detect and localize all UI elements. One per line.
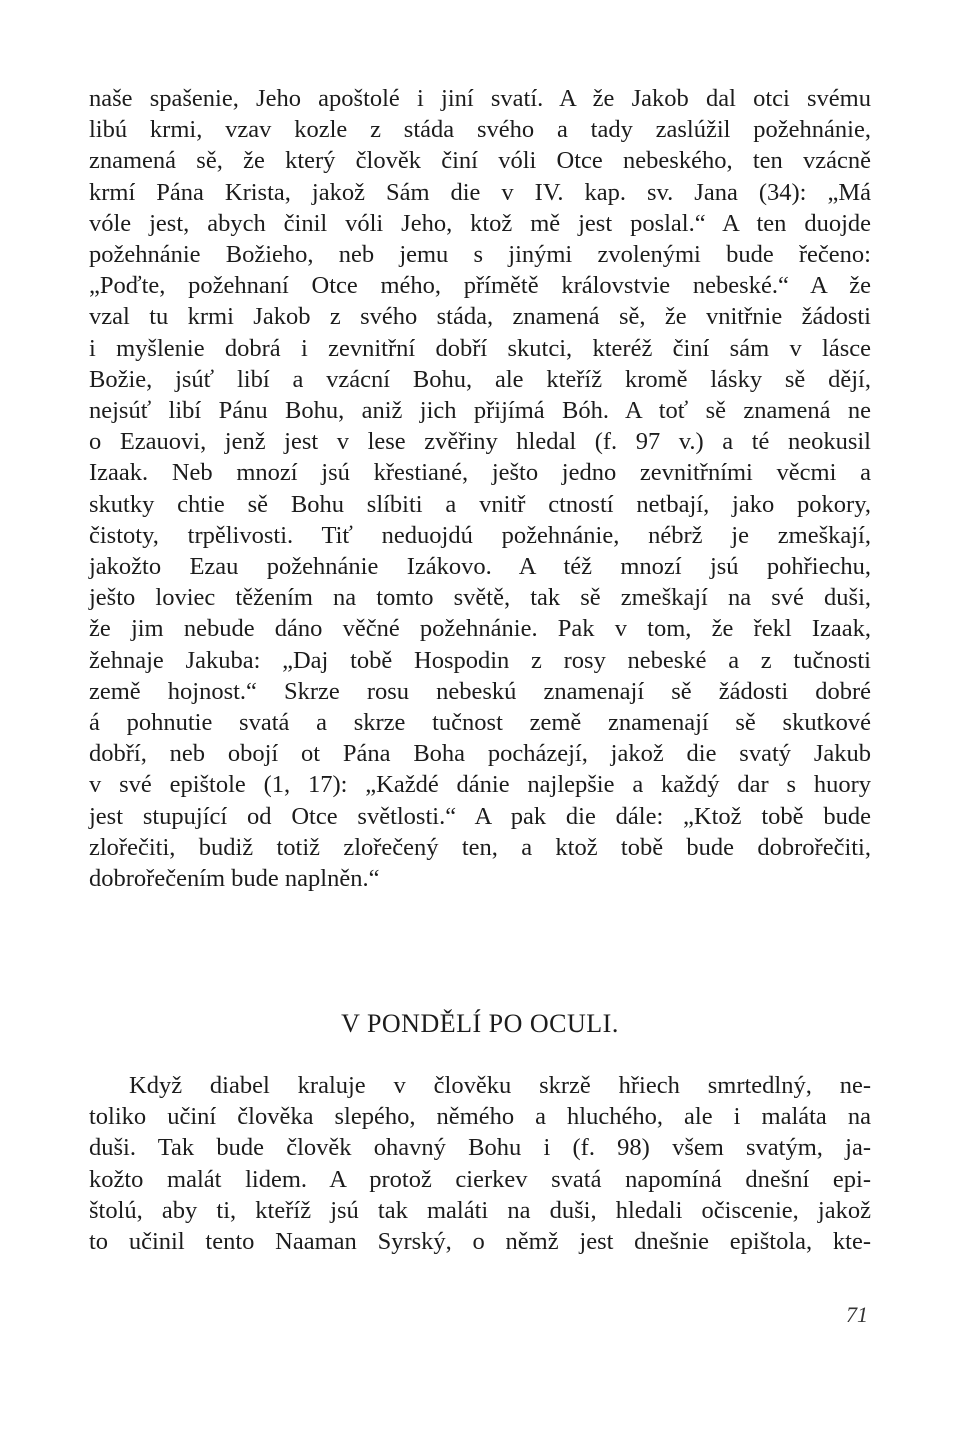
text-line: znamená sě, že který člověk činí vóli Otce nebeského, ten vzácně [89,147,871,175]
text-line: Izaak. Neb mnozí jsú křestiané, ješto jedno zevnitřními věcmi a [89,459,871,487]
text-line: naše spašenie, Jeho apoštolé i jiní svatí. A že Jakob dal otci svému [89,85,871,112]
paragraph-2 [89,1070,871,1257]
section-heading: V PONDĚLÍ PO OCULI. [341,1009,619,1038]
text-line: i myšlenie dobrá i zevnitřní dobří skutci, kteréž činí sám v lásce [89,334,871,362]
text-line: libú krmi, vzav kozle z stáda svého a tady zaslúžil požehnánie, [89,116,871,144]
text-line: skutky chtie sě Bohu slíbiti a vnitř ctností netbají, jako pokory, [89,490,871,518]
text-line: toliko učiní člověka slepého, němého a hluchého, ale i maláta na [89,1103,871,1131]
text-line: jakožto Ezau požehnánie Izákovo. A též mnozí jsú pohřiechu, [89,553,871,581]
text-line: vóle jest, abych činil vóli Jeho, ktož mě jest poslal.“ A ten duojde [89,209,871,237]
text-line: zlořečiti, budiž totiž zlořečený ten, a ktož tobě bude dobrořečiti, [89,833,871,861]
text-line: krmí Pána Krista, jakož Sám die v IV. kap. sv. Jana (34): „Má [89,178,871,206]
text-line: dobrořečením bude naplněn.“ [89,865,380,893]
text-line: jest stupující od Otce světlosti.“ A pak die dále: „Ktož tobě bude [89,802,871,830]
text-line: o Ezauovi, jenž jest v lese zvěřiny hledal (f. 97 v.) a té neokusil [89,428,871,456]
text-line: požehnánie Božieho, neb jemu s jinými zvolenými bude řečeno: [89,241,871,269]
text-line: v své epištole (1, 17): „Každé dánie najlepšie a každý dar s huory [89,771,871,799]
text-line: Když diabel kraluje v člověku skrzě hřiech smrtedlný, ne- [129,1072,871,1099]
text-line: duši. Tak bude člověk ohavný Bohu i (f. 98) všem svatým, ja- [89,1134,871,1162]
text-line: žehnaje Jakuba: „Daj tobě Hospodin z rosy nebeské a z tučnosti [89,646,871,674]
text-line: to učinil tento Naaman Syrský, o němž jest dnešnie epištola, kte- [89,1228,871,1256]
page-number: 71 [846,1302,868,1327]
text-line: á pohnutie svatá a skrze tučnost země znamenají sě skutkové [89,709,871,737]
text-line: nejsúť libí Pánu Bohu, aniž jich přijímá Bóh. A toť sě znamená ne [89,397,871,425]
text-line: štolú, aby ti, kteříž jsú tak maláti na duši, hledali očiscenie, jakož [89,1196,871,1224]
text-line: země hojnost.“ Skrze rosu nebeskú znamenají sě žádosti dobré [89,677,871,705]
text-line: vzal tu krmi Jakob z svého stáda, znamená sě, že vnitřnie žádosti [89,303,871,331]
text-line: dobří, neb obojí ot Pána Boha pocházejí, jakož die svatý Jakub [89,740,871,768]
text-line: kožto malát lidem. A protož cierkev svatá napomíná dnešní epi- [89,1165,871,1193]
text-line: že jim nebude dáno věčné požehnánie. Pak v tom, že řekl Izaak, [89,615,871,643]
text-line: ješto loviec těžením na tomto světě, tak sě zmeškají na své duši, [89,584,871,612]
text-line: Božie, jsúť libí a vzácní Bohu, ale kteříž kromě lásky sě dějí, [89,365,871,393]
text-line: čistoty, trpělivosti. Tiť neduojdú požehnánie, nébrž je zmeškají, [89,521,871,549]
paragraph-1 [89,83,871,894]
text-line: „Poďte, požehnaní Otce mého, přímětě královstvie nebeské.“ A že [89,272,871,300]
